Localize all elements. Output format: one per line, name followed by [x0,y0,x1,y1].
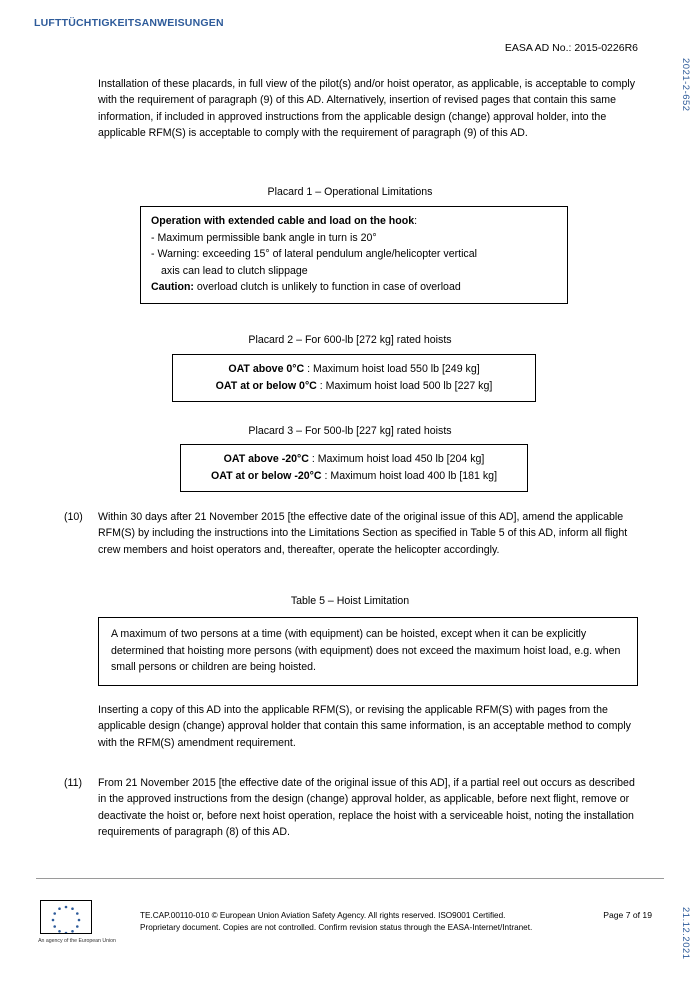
placard3-caption: Placard 3 – For 500-lb [227 kg] rated hoists [248,425,452,437]
footer-divider [36,878,664,879]
placard2-line-2 [183,378,525,395]
paragraph-10-text: Within 30 days after 21 November 2015 [the effective date of the original issue of this AD], amend the applicable RFM(S) by including the instructions into the Limitations Section as specified in Table 5 of this AD, inform all flight crew members and hoist operators and, thereafter, operate the helicopter accordingly. [98,511,628,556]
placard1-bullet-2: - Warning: exceeding 15° of lateral pendulum angle/helicopter vertical [151,248,477,260]
table5-caption: Table 5 – Hoist Limitation [290,595,410,607]
placard2-line-2-label: OAT at or below 0°C [215,379,317,392]
side-code-bottom: 21.12.2021 [680,907,691,960]
placard3-box [180,444,528,492]
placard1-heading-rest: : [414,215,418,227]
ad-number: EASA AD No.: 2015-0226R6 [504,42,638,54]
placard1-heading-bold: Operation with extended cable and load on the hook [151,215,415,227]
eu-agency-caption: An agency of the European Union [38,938,116,944]
placard1-bullet-1: - Maximum permissible bank angle in turn is 20° [151,231,377,244]
page-number: Page 7 of 19 [603,910,652,920]
footer-line-2: Proprietary document. Copies are not controlled. Confirm revision status through the EASA-Internet/Intranet. [140,922,533,932]
placard1-heading [151,213,557,230]
placard1-box [140,206,568,304]
placard3-line-2 [191,468,517,485]
placard2-line-2-value: : Maximum hoist load 500 lb [227 kg] [316,379,493,392]
placard3-line-2-value: : Maximum hoist load 400 lb [181 kg] [321,469,498,482]
placard2-caption: Placard 2 – For 600-lb [272 kg] rated hoists [248,334,452,346]
paragraph-10-number: (10) [64,511,83,523]
placard1-bullet-2-continued: axis can lead to clutch slippage [161,264,308,277]
page-title: LUFTTÜCHTIGKEITSANWEISUNGEN [34,17,224,29]
placard2-line-1-value: : Maximum hoist load 550 lb [249 kg] [304,363,480,375]
footer-line-1: TE.CAP.00110-010 © European Union Aviation Safety Agency. All rights reserved. ISO9001 Certified. [140,911,506,920]
placard2-line-1 [183,361,525,378]
placard1-caution [151,279,557,296]
insert-paragraph: Inserting a copy of this AD into the applicable RFM(S), or revising the applicable RFM(S) with pages from the applicable design (change) approval holder that contain this same information, is an acceptable method to comply with the RFM(S) amendment requirement. [98,704,631,749]
placard1-caption: Placard 1 – Operational Limitations [267,186,433,198]
placard2-line-1-label: OAT above 0°C [228,363,305,375]
placard3-line-1-value: : Maximum hoist load 450 lb [204 kg] [308,453,485,465]
paragraph-11-text: From 21 November 2015 [the effective date of the original issue of this AD], if a partial reel out occurs as described in the approved instructions from the design (change) approval holder, as applicable, before next flight, remove or deactivate the hoist or, before next hoist operation, replace the hoist with a serviceable hoist, noting the installation requirements of paragraph (8) of this AD. [98,777,635,838]
paragraph-11-number: (11) [64,777,83,789]
table5-box [98,617,638,686]
placard3-line-1 [191,451,517,468]
intro-paragraph: Installation of these placards, in full view of the pilot(s) and/or hoist operator, as applicable, is acceptable to comply with the requirement of paragraph (9) of this AD. Alternatively, insertion of revised pages that contain this same information, if included in approved instructions from the applicable design (change) approval holder, into the applicable RFM(S) is acceptable to comply with the requirement of paragraph (9) of this AD. [98,78,636,139]
paragraph-11 [64,775,638,840]
placard2-box [172,354,536,402]
side-code-top: 2021-2-652 [680,58,691,112]
placard1-caution-rest: overload clutch is unlikely to function in case of overload [193,281,461,293]
placard3-line-2-label: OAT at or below -20°C [210,469,322,482]
paragraph-10 [64,509,638,558]
placard3-line-1-label: OAT above -20°C [223,453,309,465]
eu-flag-icon [40,900,92,934]
placard1-caution-bold: Caution: [151,281,194,293]
table5-text: A maximum of two persons at a time (with equipment) can be hoisted, except when it can be explicitly determined that hoisting more persons (with equipment) does not exceed the maximum hoist load, e.g. when small persons or children are being hoisted. [111,628,621,673]
